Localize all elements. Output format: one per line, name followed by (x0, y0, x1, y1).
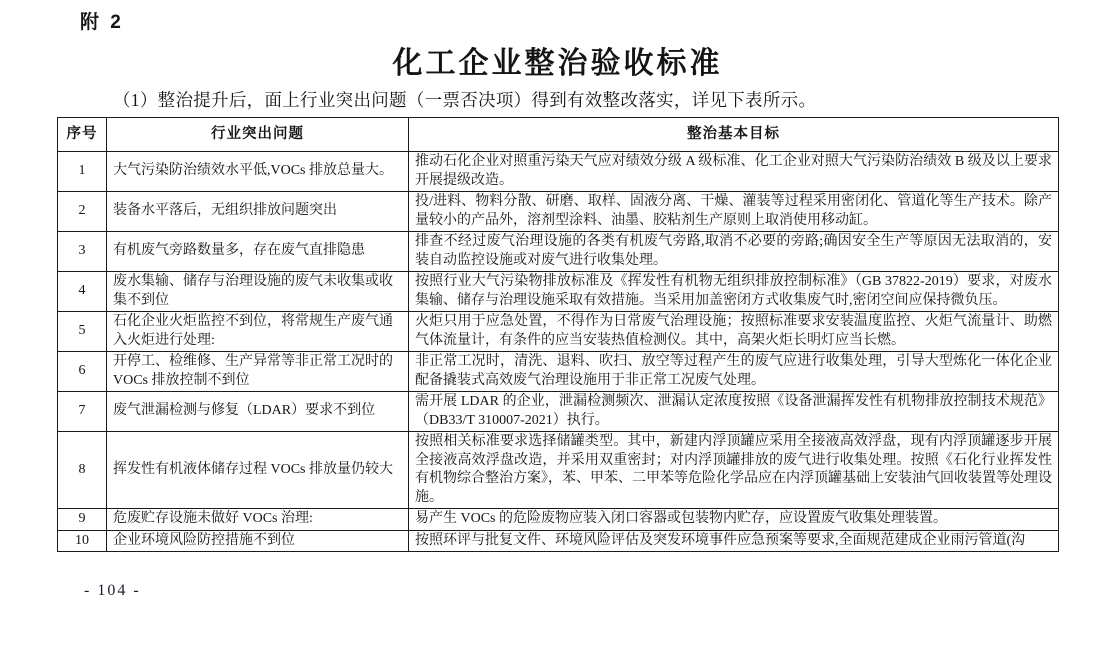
table-row (58, 530, 1059, 552)
row-number-cell: 1 (58, 152, 107, 192)
row-number-cell: 4 (58, 272, 107, 312)
target-cell: 投/进料、物料分散、研磨、取样、固液分离、干燥、灌装等过程采用密闭化、管道化等生产技术。除产量较小的产品外，溶剂型涂料、油墨、胶粘剂生产原则上取消使用移动缸。 (409, 192, 1059, 232)
table-header-row (58, 118, 1059, 152)
col-header-number: 序号 (58, 118, 107, 152)
table-row (58, 192, 1059, 232)
problem-cell: 开停工、检维修、生产异常等非正常工况时的 VOCs 排放控制不到位 (107, 352, 409, 392)
table-row (58, 352, 1059, 392)
target-cell: 排查不经过废气治理设施的各类有机废气旁路,取消不必要的旁路;确因安全生产等原因无法取消的，安装自动监控设施或对废气进行收集处理。 (409, 232, 1059, 272)
problem-cell: 企业环境风险防控措施不到位 (107, 530, 409, 552)
target-cell: 非正常工况时，清洗、退料、吹扫、放空等过程产生的废气应进行收集处理，引导大型炼化一体化企业配备撬装式高效废气治理设施用于非正常工况废气处理。 (409, 352, 1059, 392)
page-title: 化工企业整治验收标准 (392, 47, 723, 80)
target-cell: 按照环评与批复文件、环境风险评估及突发环境事件应急预案等要求,全面规范建成企业雨污管道(沟 (409, 530, 1059, 552)
target-cell: 按照行业大气污染物排放标准及《挥发性有机物无组织排放控制标准》（GB 37822-2019）要求，对废水集输、储存与治理设施采取有效措施。当采用加盖密闭方式收集废气时,密闭空间应保持微负压。 (409, 272, 1059, 312)
problem-cell: 废水集输、储存与治理设施的废气未收集或收集不到位 (107, 272, 409, 312)
target-cell: 火炬只用于应急处置，不得作为日常废气治理设施；按照标准要求安装温度监控、火炬气流量计、助燃气体流量计，有条件的应当安装热值检测仪。其中，高架火炬长明灯应当长燃。 (409, 312, 1059, 352)
problem-cell: 废气泄漏检测与修复（LDAR）要求不到位 (107, 392, 409, 432)
table-row (58, 509, 1059, 531)
target-cell: 推动石化企业对照重污染天气应对绩效分级 A 级标准、化工企业对照大气污染防治绩效 B 级及以上要求开展提级改造。 (409, 152, 1059, 192)
standards-table (57, 117, 1059, 552)
problem-cell: 大气污染防治绩效水平低,VOCs 排放总量大。 (107, 152, 409, 192)
row-number-cell: 5 (58, 312, 107, 352)
table-row (58, 272, 1059, 312)
target-cell: 按照相关标准要求选择储罐类型。其中，新建内浮顶罐应采用全接液高效浮盘，现有内浮顶罐逐步开展全接液高效浮盘改造，并采用双重密封；对内浮顶罐排放的废气进行收集处理。按照《石化行业挥发性有机物综合整治方案》，苯、甲苯、二甲苯等危险化学品应在内浮顶罐基础上安装油气回收装置等处理设施。 (409, 432, 1059, 509)
row-number-cell: 7 (58, 392, 107, 432)
col-header-problem: 行业突出问题 (107, 118, 409, 152)
table-row (58, 152, 1059, 192)
problem-cell: 装备水平落后，无组织排放问题突出 (107, 192, 409, 232)
problem-cell: 石化企业火炬监控不到位，将常规生产废气通入火炬进行处理: (107, 312, 409, 352)
problem-cell: 挥发性有机液体储存过程 VOCs 排放量仍较大 (107, 432, 409, 509)
page-subtitle: （1）整治提升后，面上行业突出问题（一票否决项）得到有效整改落实，详见下表所示。 (113, 90, 817, 110)
row-number-cell: 10 (58, 530, 107, 552)
target-cell: 易产生 VOCs 的危险废物应装入闭口容器或包装物内贮存，应设置废气收集处理装置。 (409, 509, 1059, 531)
row-number-cell: 8 (58, 432, 107, 509)
problem-cell: 危废贮存设施未做好 VOCs 治理: (107, 509, 409, 531)
appendix-label: 附 2 (80, 12, 124, 33)
row-number-cell: 2 (58, 192, 107, 232)
col-header-target: 整治基本目标 (409, 118, 1059, 152)
table-row (58, 392, 1059, 432)
row-number-cell: 6 (58, 352, 107, 392)
table-row (58, 312, 1059, 352)
row-number-cell: 9 (58, 509, 107, 531)
row-number-cell: 3 (58, 232, 107, 272)
page-number: - 104 - (84, 582, 141, 599)
target-cell: 需开展 LDAR 的企业，泄漏检测频次、泄漏认定浓度按照《设备泄漏挥发性有机物排放控制技术规范》（DB33/T 310007-2021）执行。 (409, 392, 1059, 432)
problem-cell: 有机废气旁路数量多，存在废气直排隐患 (107, 232, 409, 272)
table-row (58, 432, 1059, 509)
table-row (58, 232, 1059, 272)
